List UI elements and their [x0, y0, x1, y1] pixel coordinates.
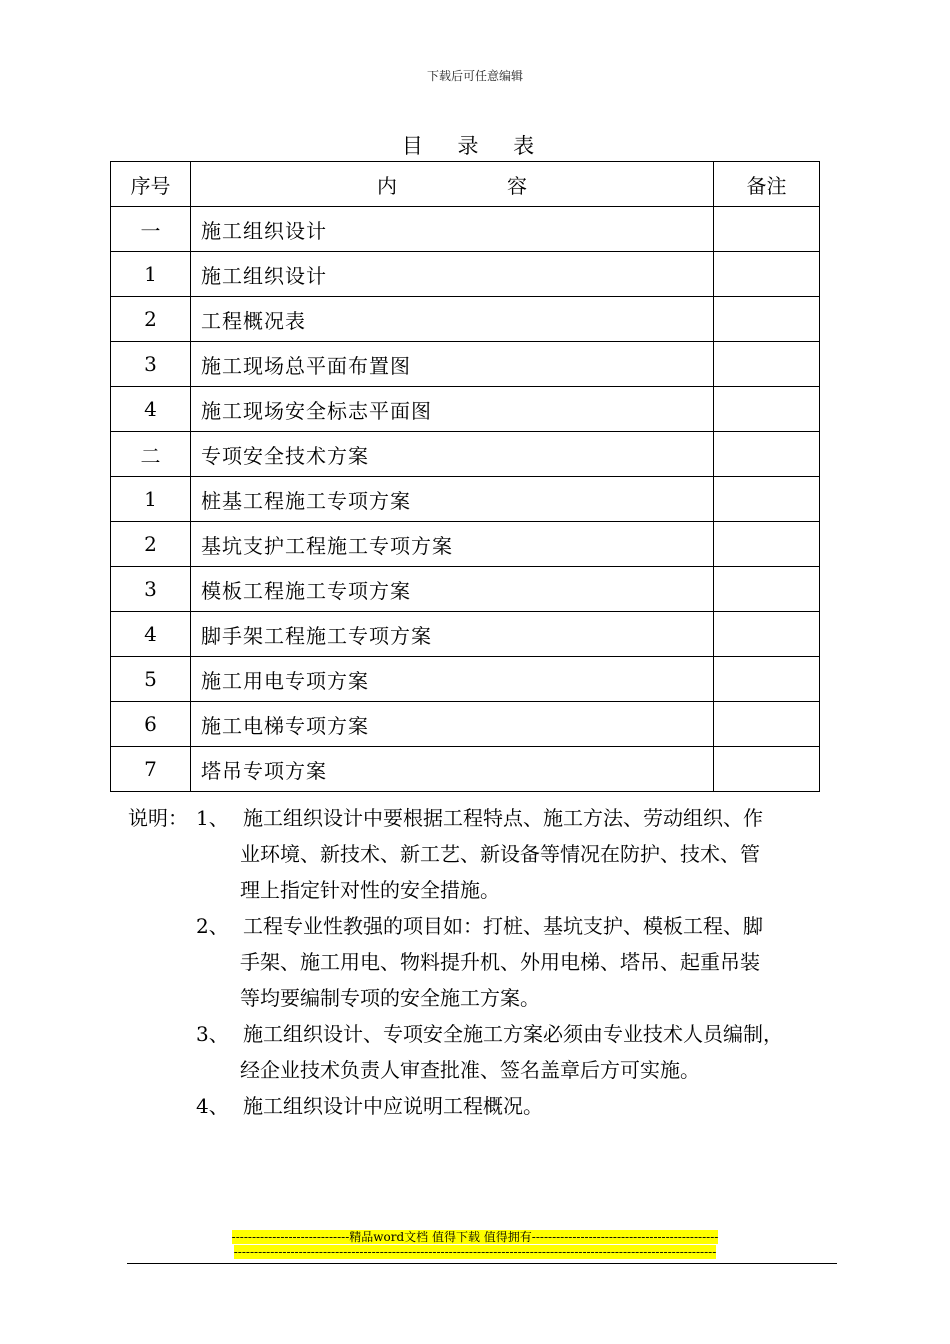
row-remark: [714, 432, 820, 477]
note-line: 施工组织设计中要根据工程特点、施工方法、劳动组织、作: [243, 806, 763, 830]
row-remark: [714, 657, 820, 702]
row-remark: [714, 297, 820, 342]
row-number: 1: [111, 477, 191, 522]
note-number: 1、: [196, 806, 229, 830]
row-remark: [714, 387, 820, 432]
note-number: 4、: [196, 1094, 229, 1118]
note-item: [0, 800, 950, 908]
notes-section: [0, 800, 950, 1124]
footer-rule: [127, 1263, 837, 1264]
table-row: [111, 297, 820, 342]
row-number: 1: [111, 252, 191, 297]
note-line: 施工组织设计中应说明工程概况。: [243, 1094, 543, 1118]
table-row: [111, 567, 820, 612]
table-row: [111, 252, 820, 297]
table-row: [111, 702, 820, 747]
table-row: [111, 477, 820, 522]
header-no: 序号: [111, 162, 191, 207]
header-content-right: 容: [507, 173, 527, 198]
row-remark: [714, 342, 820, 387]
note-item: [0, 1088, 950, 1124]
row-remark: [714, 477, 820, 522]
row-number: 5: [111, 657, 191, 702]
header-note: 下载后可任意编辑: [426, 69, 523, 83]
row-content: 施工组织设计: [191, 207, 714, 252]
table-row: [111, 432, 820, 477]
note-number: 2、: [196, 914, 229, 938]
header-content-left: 内: [377, 173, 397, 198]
header-content: [191, 162, 714, 207]
note-line: 理上指定针对性的安全措施。: [240, 878, 500, 902]
footer-banner-text: -----------------------------精品word文档 值得下载 值得拥有----------------------------------------------: [231, 1230, 719, 1244]
note-line: 等均要编制专项的安全施工方案。: [240, 986, 540, 1010]
row-remark: [714, 612, 820, 657]
note-line: 手架、施工用电、物料提升机、外用电梯、塔吊、起重吊装: [240, 950, 760, 974]
row-number: 6: [111, 702, 191, 747]
footer-dashes-text: -----------------------------------------------------------------------------------------------------------------------: [233, 1245, 717, 1259]
row-content: 施工现场安全标志平面图: [191, 387, 714, 432]
row-content: 基坑支护工程施工专项方案: [191, 522, 714, 567]
footer-dashes: [0, 1245, 950, 1259]
table-row: [111, 207, 820, 252]
row-remark: [714, 702, 820, 747]
row-content: 桩基工程施工专项方案: [191, 477, 714, 522]
row-content: 塔吊专项方案: [191, 747, 714, 792]
note-line: 工程专业性教强的项目如：打桩、基坑支护、模板工程、脚: [243, 914, 763, 938]
notes-prefix: 说明：: [128, 806, 188, 830]
row-number: 一: [111, 207, 191, 252]
row-remark: [714, 747, 820, 792]
table-row: [111, 522, 820, 567]
note-line: 业环境、新技术、新工艺、新设备等情况在防护、技术、管: [240, 842, 760, 866]
table-row: [111, 612, 820, 657]
row-remark: [714, 522, 820, 567]
note-item: [0, 1016, 950, 1088]
row-content: 工程概况表: [191, 297, 714, 342]
note-line: 施工组织设计、专项安全施工方案必须由专业技术人员编制，: [243, 1022, 783, 1046]
page-title: 目 录 表: [401, 134, 549, 158]
toc-table: [110, 161, 820, 792]
table-row: [111, 342, 820, 387]
row-content: 施工现场总平面布置图: [191, 342, 714, 387]
footer-banner: [0, 1228, 950, 1245]
row-content: 脚手架工程施工专项方案: [191, 612, 714, 657]
row-remark: [714, 252, 820, 297]
table-row: [111, 747, 820, 792]
row-content: 施工用电专项方案: [191, 657, 714, 702]
row-content: 施工电梯专项方案: [191, 702, 714, 747]
row-number: 2: [111, 522, 191, 567]
row-number: 4: [111, 612, 191, 657]
row-number: 3: [111, 567, 191, 612]
row-number: 4: [111, 387, 191, 432]
row-number: 2: [111, 297, 191, 342]
table-row: [111, 387, 820, 432]
row-content: 施工组织设计: [191, 252, 714, 297]
row-number: 7: [111, 747, 191, 792]
row-remark: [714, 207, 820, 252]
header-remark: 备注: [714, 162, 820, 207]
table-header-row: [111, 162, 820, 207]
note-number: 3、: [196, 1022, 229, 1046]
row-number: 二: [111, 432, 191, 477]
note-item: [0, 908, 950, 1016]
row-content: 专项安全技术方案: [191, 432, 714, 477]
table-row: [111, 657, 820, 702]
row-remark: [714, 567, 820, 612]
note-line: 经企业技术负责人审查批准、签名盖章后方可实施。: [240, 1058, 700, 1082]
row-content: 模板工程施工专项方案: [191, 567, 714, 612]
row-number: 3: [111, 342, 191, 387]
